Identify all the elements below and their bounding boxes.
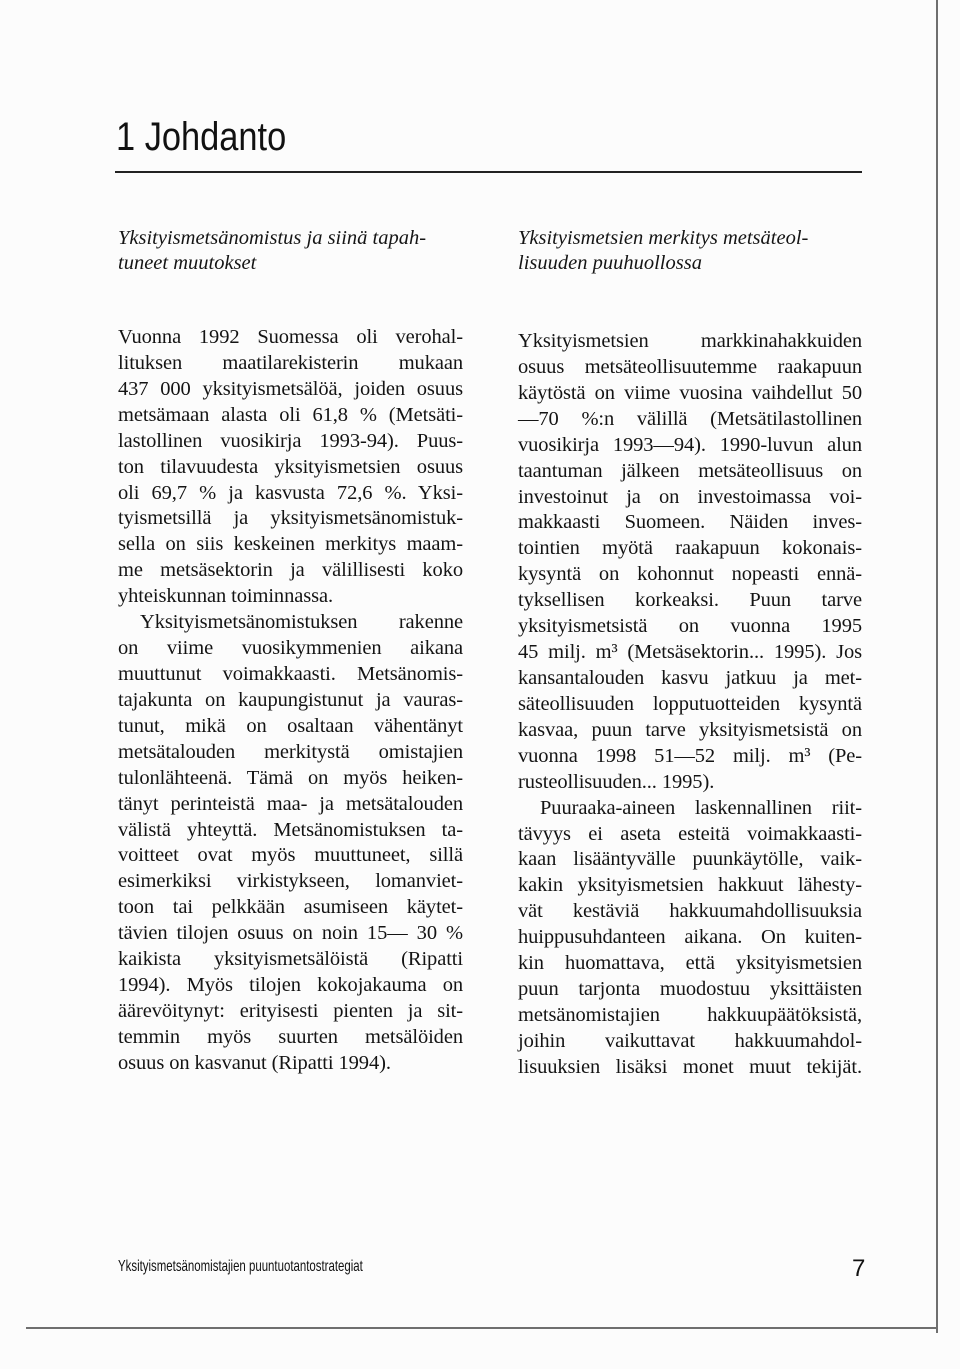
text-line: toon tai pelkkään asumiseen käytet- [118,896,463,919]
text-line: tulonlähteenä. Tämä on myös heiken- [118,766,463,789]
text-line: yhteiskunnan toiminnassa. [118,585,334,608]
chapter-heading: 1 Johdanto [116,115,287,159]
subheading-line: tuneet muutokset [118,252,257,274]
text-line: esimerkiksi virkistykseen, lomanviet- [118,870,463,893]
text-line: vuonna 1998 51—52 milj. m³ (Pe- [518,744,862,767]
page-number: 7 [852,1255,866,1282]
text-line: tointien myötä raakapuun kokonais- [518,537,862,560]
paragraph [518,796,862,1081]
left-column [118,325,463,1077]
paragraph [118,610,463,1077]
text-line: lituksen maatilarekisterin mukaan [118,351,463,374]
text-line: kysyntä on kohonnut nopeasti ennä- [518,563,862,586]
text-line: osuus on kasvanut (Ripatti 1994). [118,1051,391,1074]
text-line: rusteollisuuden... 1995). [518,770,715,793]
text-line: tajakunta on kaupungistunut ja vauras- [118,688,463,711]
text-line: tyksellisen korkeaksi. Puun tarve [518,589,862,612]
text-line: makkaasti Suomeen. Näiden inves- [518,511,862,534]
text-line: taantuman jälkeen metsäteollisuus on [518,459,862,482]
section-subheading-right [518,226,863,276]
text-line: sella on siis keskeinen merkitys maam- [118,533,463,556]
text-line: vät kestäviä hakkuumahdollisuuksia [518,900,862,923]
text-line: metsänomistajien hakkuupäätöksistä, [518,1003,862,1026]
text-line: käytöstä on viime vuosina vaihdellut 50 [518,381,862,404]
section-subheading-left [118,226,463,276]
text-line: lastollinen vuosikirja 1993-94). Puus- [118,429,463,452]
text-line: joihin vaikuttavat hakkuumahdol- [518,1029,862,1052]
text-line: metsämaan alasta oli 61,8 % (Metsäti- [118,403,463,426]
text-line: kakin yksityismetsien hakkuut lähesty- [518,874,862,897]
text-line: oli 69,7 % ja kasvusta 72,6 %. Yksi- [118,481,463,504]
text-line: investoinut ja on investoimassa voi- [518,485,862,508]
text-line: osuus metsäteollisuutemme raakapuun [518,355,862,378]
text-line: ton tilavuudesta yksityismetsien osuus [118,455,463,478]
text-line: —70 %:n välillä (Metsätilastollinen [518,407,862,430]
text-line: kansantalouden kasvu jatkuu ja met- [518,666,862,689]
text-line: äärevöitynyt: erityisesti pienten ja sit- [118,999,463,1022]
subheading-line: Yksityismetsänomistus ja siinä tapah- [118,227,427,249]
text-line: Yksityismetsänomistuksen rakenne [140,611,463,634]
heading-rule [115,171,862,173]
paragraph [118,325,463,610]
text-line: vuosikirja 1993—94). 1990-luvun alun [518,433,862,456]
text-line: kaikista yksityismetsälöistä (Ripatti [118,948,463,971]
text-line: tänyt perinteistä maa- ja metsätalouden [118,792,463,815]
text-line: tunut, mikä on osaltaan vähentänyt [118,714,463,737]
text-line: säteollisuuden lopputuotteiden kysyntä [518,692,862,715]
text-line: kin huomattava, että yksityismetsien [518,952,862,975]
text-line: 45 milj. m³ (Metsäsektorin... 1995). Jos [518,641,862,664]
text-line: Vuonna 1992 Suomessa oli verohal- [118,326,463,348]
text-line: me metsäsektorin ja välillisesti koko [118,559,463,582]
scan-border-bottom [26,1327,938,1329]
text-line: välistä yhteyttä. Metsänomistuksen ta- [118,818,463,841]
text-line: muuttunut voimakkaasti. Metsänomis- [118,662,463,685]
paragraph [518,329,862,796]
text-line: Yksityismetsien markkinahakkuiden [518,330,862,352]
text-line: metsätalouden merkitystä omistajien [118,740,463,763]
text-line: temmin myös suurten metsälöiden [118,1025,463,1048]
text-line: 437 000 yksityismetsälöä, joiden osuus [118,377,463,400]
text-line: puun tarjonta muodostuu yksittäisten [518,978,862,1001]
subheading-line: Yksityismetsien merkitys metsäteol- [518,227,809,249]
text-line: kasvaa, puun tarve yksityismetsistä on [518,718,862,741]
text-line: kaan lisääntyvälle puunkäytölle, vaik- [518,848,862,871]
text-line: 1994). Myös tilojen kokojakauma on [118,974,463,997]
text-line: yksityismetsistä on vuonna 1995 [518,615,862,638]
text-line: voitteet ovat myös muuttuneet, sillä [118,844,463,867]
text-line: tyismetsillä ja yksityismetsänomistuk- [118,507,463,530]
running-footer-title: Yksityismetsänomistajien puuntuotantostrategiat [118,1258,363,1275]
text-line: huippusuhdanteen aikana. On kuiten- [518,926,862,949]
scan-border-right [936,0,938,1333]
text-line: lisuuksien lisäksi monet muut tekijät. [518,1055,862,1078]
subheading-line: lisuuden puuhuollossa [518,252,702,274]
text-line: on viime vuosikymmenien aikana [118,637,463,660]
text-line: tävyys ei aseta esteitä voimakkaasti- [518,822,862,845]
text-line: tävien tilojen osuus on noin 15— 30 % [118,922,463,945]
right-column [518,329,862,1081]
text-line: Puuraaka-aineen laskennallinen riit- [540,796,862,819]
